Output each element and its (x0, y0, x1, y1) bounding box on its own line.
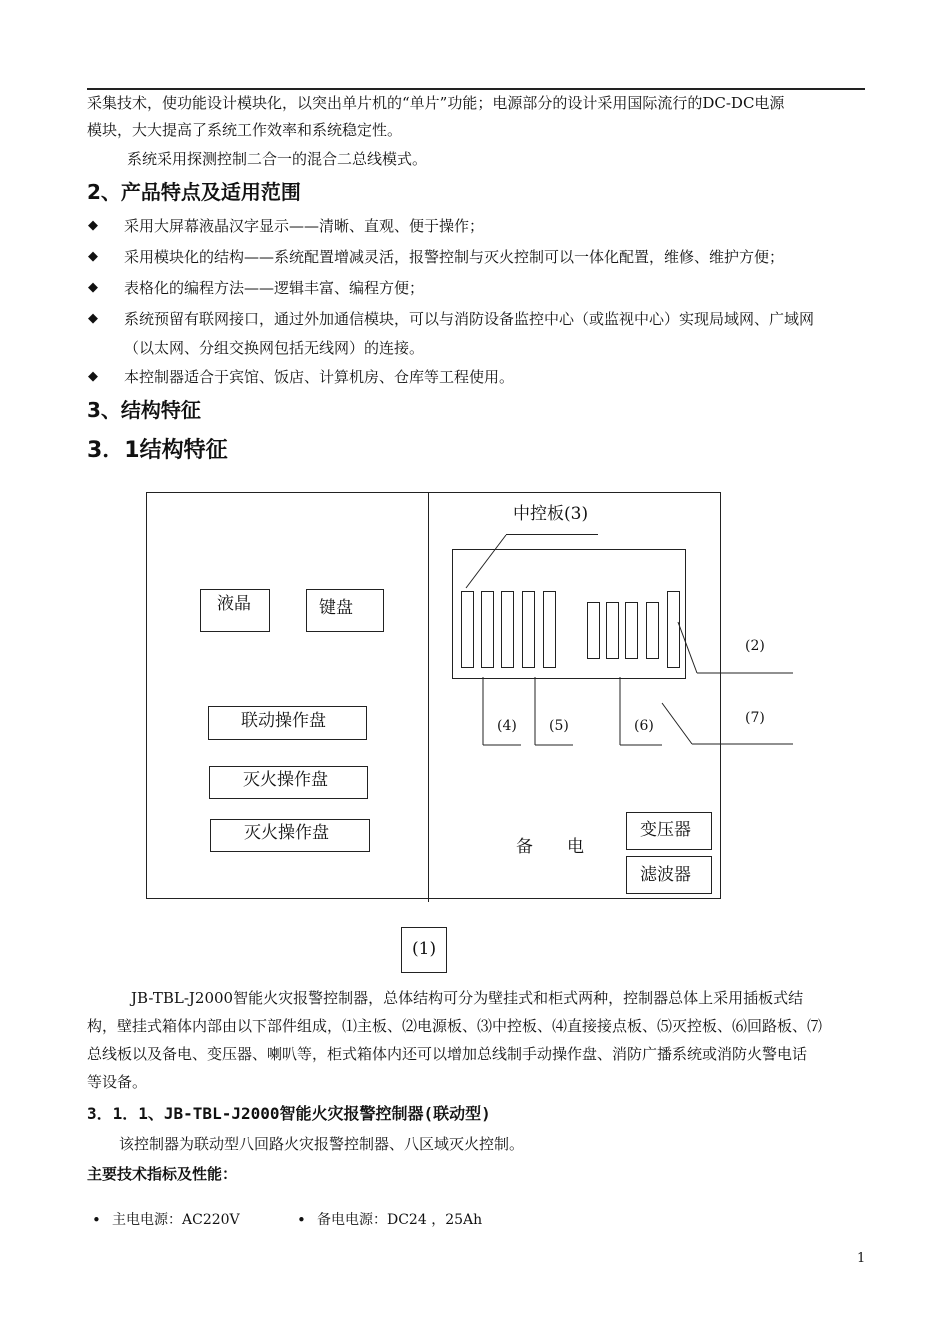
description-line-3: 总线板以及备电、变压器、喇叭等，柜式箱体内还可以增加总线制手动操作盘、消防广播系统或消防火警电话 (87, 1045, 808, 1063)
feature-item-2: 采用模块化的结构——系统配置增减灵活，报警控制与灭火控制可以一体化配置，维修、维护方便； (124, 248, 785, 266)
feature-item-5: 本控制器适合于宾馆、饭店、计算机房、仓库等工程使用。 (124, 368, 515, 386)
transformer-box (626, 812, 712, 850)
spec-bullet-icon: • (297, 1211, 306, 1229)
keyboard-label: 键盘 (319, 598, 353, 618)
bullet-icon: ◆ (88, 249, 98, 264)
spec-main-power: 主电电源：AC220V (112, 1212, 240, 1228)
bullet-icon: ◆ (88, 280, 98, 295)
label-power-board: (2) (745, 638, 765, 654)
description-line-4: 等设备。 (87, 1073, 148, 1091)
label-loop-board: (6) (634, 718, 654, 734)
label-extinguish-board: (5) (549, 718, 569, 734)
extinguish-panel-2-label: 灭火操作盘 (244, 823, 329, 843)
transformer-label: 变压器 (640, 820, 691, 840)
feature-item-3: 表格化的编程方法——逻辑丰富、编程方便； (124, 279, 425, 297)
bullet-icon: ◆ (88, 369, 98, 384)
backup-power-label: 备 电 (516, 837, 584, 857)
page-number: 1 (857, 1251, 866, 1266)
section-3-title: 3、结构特征 (87, 398, 201, 422)
bullet-icon: ◆ (88, 311, 98, 326)
subsection-description: 该控制器为联动型八回路火灾报警控制器、八区域灭火控制。 (119, 1135, 525, 1153)
linkage-panel-label: 联动操作盘 (241, 711, 326, 731)
intro-line-3: 系统采用探测控制二合一的混合二总线模式。 (127, 150, 428, 168)
mainboard-label-box (401, 927, 447, 973)
label-bus-board: (7) (745, 710, 765, 726)
feature-item-4-continued: （以太网、分组交换网包括无线网）的连接。 (124, 339, 425, 357)
central-board-label: 中控板(3) (513, 504, 589, 524)
description-line-2: 构，壁挂式箱体内部由以下部件组成，⑴主板、⑵电源板、⑶中控板、⑷直接接点板、⑸灭控板、⑹回路板、⑺ (87, 1017, 823, 1035)
spec-title: 主要技术指标及性能： (87, 1165, 238, 1183)
label-direct-contact-board: (4) (497, 718, 517, 734)
mainboard-label: (1) (412, 939, 437, 959)
intro-line-2: 模块，大大提高了系统工作效率和系统稳定性。 (87, 121, 403, 139)
subsection-title: 3．1．1、JB-TBL-J2000智能火灾报警控制器(联动型) (87, 1104, 491, 1123)
description-line-1: JB-TBL-J2000智能火灾报警控制器，总体结构可分为壁挂式和柜式两种，控制器总体上采用插板式结 (131, 989, 804, 1007)
spec-backup-power: 备电电源：DC24 ，25Ah (317, 1212, 483, 1228)
intro-line-1: 采集技术，使功能设计模块化，以突出单片机的“单片”功能；电源部分的设计采用国际流行的DC-DC电源 (87, 94, 785, 112)
bullet-icon: ◆ (88, 218, 98, 233)
lcd-label: 液晶 (217, 594, 251, 614)
feature-item-4: 系统预留有联网接口，通过外加通信模块，可以与消防设备监控中心（或监视中心）实现局域网、广域网 (124, 310, 815, 328)
extinguish-panel-1-label: 灭火操作盘 (243, 770, 328, 790)
section-3-1-title: 3．1结构特征 (87, 438, 228, 463)
spec-bullet-icon: • (92, 1211, 101, 1229)
feature-item-1: 采用大屏幕液晶汉字显示——清晰、直观、便于操作； (124, 217, 485, 235)
filter-box (626, 856, 712, 894)
filter-label: 滤波器 (640, 865, 691, 885)
section-2-title: 2、产品特点及适用范围 (87, 180, 301, 204)
